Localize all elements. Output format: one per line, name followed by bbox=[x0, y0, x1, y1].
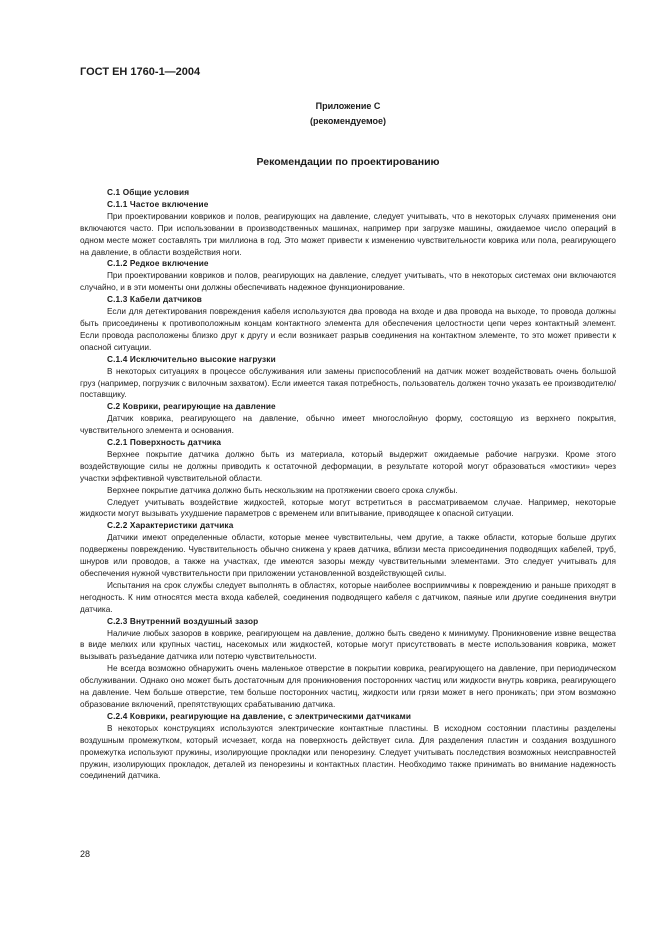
appendix-label: Приложение С bbox=[315, 101, 381, 111]
body-paragraph: В некоторых конструкциях используются электрические контактные пластины. В исходном состоянии пластины разделены воздушным промежутком, который исчезает, когда на поверхность действует сила. Для разделения пластин и создания воздушного промежутка используют пружины, изолирующие прокладки или пенорезину. Следует учитывать последствия возможных неисправностей пружин, изолирующих прокладок, деталей из пенорезины и контактных пластин. Необходимо также принимать во внимание надежность соединений датчика. bbox=[80, 723, 616, 781]
section-heading: Рекомендации по проектированию bbox=[256, 156, 440, 168]
subsection-heading: С.1.3 Кабели датчиков bbox=[107, 295, 203, 305]
body-paragraph: Не всегда возможно обнаружить очень маленькое отверстие в покрытии коврика, реагирующего на давление, при периодическом обслуживании. Однако оно может быть достаточным для проникновения посторонних частиц или жидкости внутрь коврика, реагирующего на давление. Чем больше отверстие, тем больше посторонних частиц, жидкости или грязи может в него проникать; при этом возможно образование включений, препятствующих срабатыванию датчика. bbox=[80, 664, 616, 709]
document-body bbox=[80, 187, 616, 782]
body-paragraph: В некоторых ситуациях в процессе обслуживания или замены приспособлений на датчик может воздействовать очень большой груз (например, погрузчик с вилочным захватом). Если имеется такая потребность, пользователь должен точно указать ее производителю/поставщику. bbox=[80, 366, 616, 400]
subsection-heading: С.1 Общие условия bbox=[107, 188, 190, 197]
subsection-heading: С.2.1 Поверхность датчика bbox=[107, 438, 222, 448]
document-header-title: ГОСТ ЕН 1760-1—2004 bbox=[80, 66, 201, 78]
subsection-heading: С.2.2 Характеристики датчика bbox=[107, 521, 234, 531]
body-paragraph: При проектировании ковриков и полов, реагирующих на давление, следует учитывать, что в некоторых случаях применения они включаются часто. При использовании в производственных машинах, например при загрузке машины, ожидаемое число операций в одном месте может составлять три миллиона в год. Это может привести к изменению чувствительности коврика или пола, реагирующего на давление, в области воздействия ноги. bbox=[80, 211, 616, 257]
body-paragraph: Датчики имеют определенные области, которые менее чувствительны, чем другие, а также области, которые больше других подвержены повреждению. Чувствительность обычно снижена у краев датчика, вблизи места присоединения подводящих кабелей, труб, шнуров или проводов, а также на участках, где имеются зазоры между чувствительными элементами. Это следует учитывать для обеспечения нужной чувствительности при приложении установленной воздействующей силы. bbox=[80, 533, 616, 578]
subsection-heading: С.2 Коврики, реагирующие на давление bbox=[107, 402, 276, 412]
body-paragraph: Датчик коврика, реагирующего на давление, обычно имеет многослойную форму, состоящую из верхнего покрытия, чувствительного элемента и основания. bbox=[80, 414, 616, 436]
subsection-heading: С.1.4 Исключительно высокие нагрузки bbox=[107, 354, 276, 364]
subsection-heading: С.2.3 Внутренний воздушный зазор bbox=[107, 616, 259, 626]
body-paragraph: Следует учитывать воздействие жидкостей, которые могут встретиться в рассматриваемом случае. Например, некоторые жидкости могут вызывать ухудшение параметров с временем или впитывание, приводящее к опасной ситуации. bbox=[80, 497, 616, 519]
page-number: 28 bbox=[80, 849, 91, 859]
body-paragraph: Испытания на срок службы следует выполнять в областях, которые наиболее восприимчивы к повреждению и раньше приходят в негодность. К ним относятся места входа кабелей, соединения подводящего кабеля с датчиком, паяные или другие соединения внутри датчика. bbox=[80, 580, 616, 614]
body-paragraph: При проектировании ковриков и полов, реагирующих на давление, следует учитывать, что в некоторых системах они включаются случайно, и в эти моменты они должны обеспечивать надежное функционирование. bbox=[80, 271, 616, 293]
body-paragraph: Наличие любых зазоров в коврике, реагирующем на давление, должно быть сведено к минимуму. Проникновение извне вещества в виде мелких или крупных частиц, насекомых или жидкостей, которые могут присутствовать в месте использования коврика, может вызывать разъедание датчика или потерю чувствительности. bbox=[80, 628, 616, 662]
body-paragraph: Верхнее покрытие датчика должно быть нескользким на протяжении своего срока службы. bbox=[107, 485, 458, 495]
appendix-note: (рекомендуемое) bbox=[310, 116, 386, 126]
subsection-heading: С.1.1 Частое включение bbox=[107, 199, 209, 209]
body-paragraph: Если для детектирования повреждения кабеля используются два провода на входе и два провода на выходе, то провода должны быть присоединены к противоположным концам контактного элемента для обеспечения целостности цепи через контактный элемент. Если провода расположены близко друг к другу и если возникает разрыв соединения на контактном элементе, то это может привести к опасной ситуации. bbox=[80, 307, 616, 352]
body-paragraph: Верхнее покрытие датчика должно быть из материала, который выдержит ожидаемые рабочие нагрузки. Кроме этого воздействующие силы не должны приводить к остаточной деформации, в результате которой могут образоваться «мостики» через участки эффективной чувствительной области. bbox=[80, 449, 616, 483]
subsection-heading: С.1.2 Редкое включение bbox=[107, 259, 209, 269]
subsection-heading: С.2.4 Коврики, реагирующие на давление, с электрическими датчиками bbox=[107, 711, 412, 721]
